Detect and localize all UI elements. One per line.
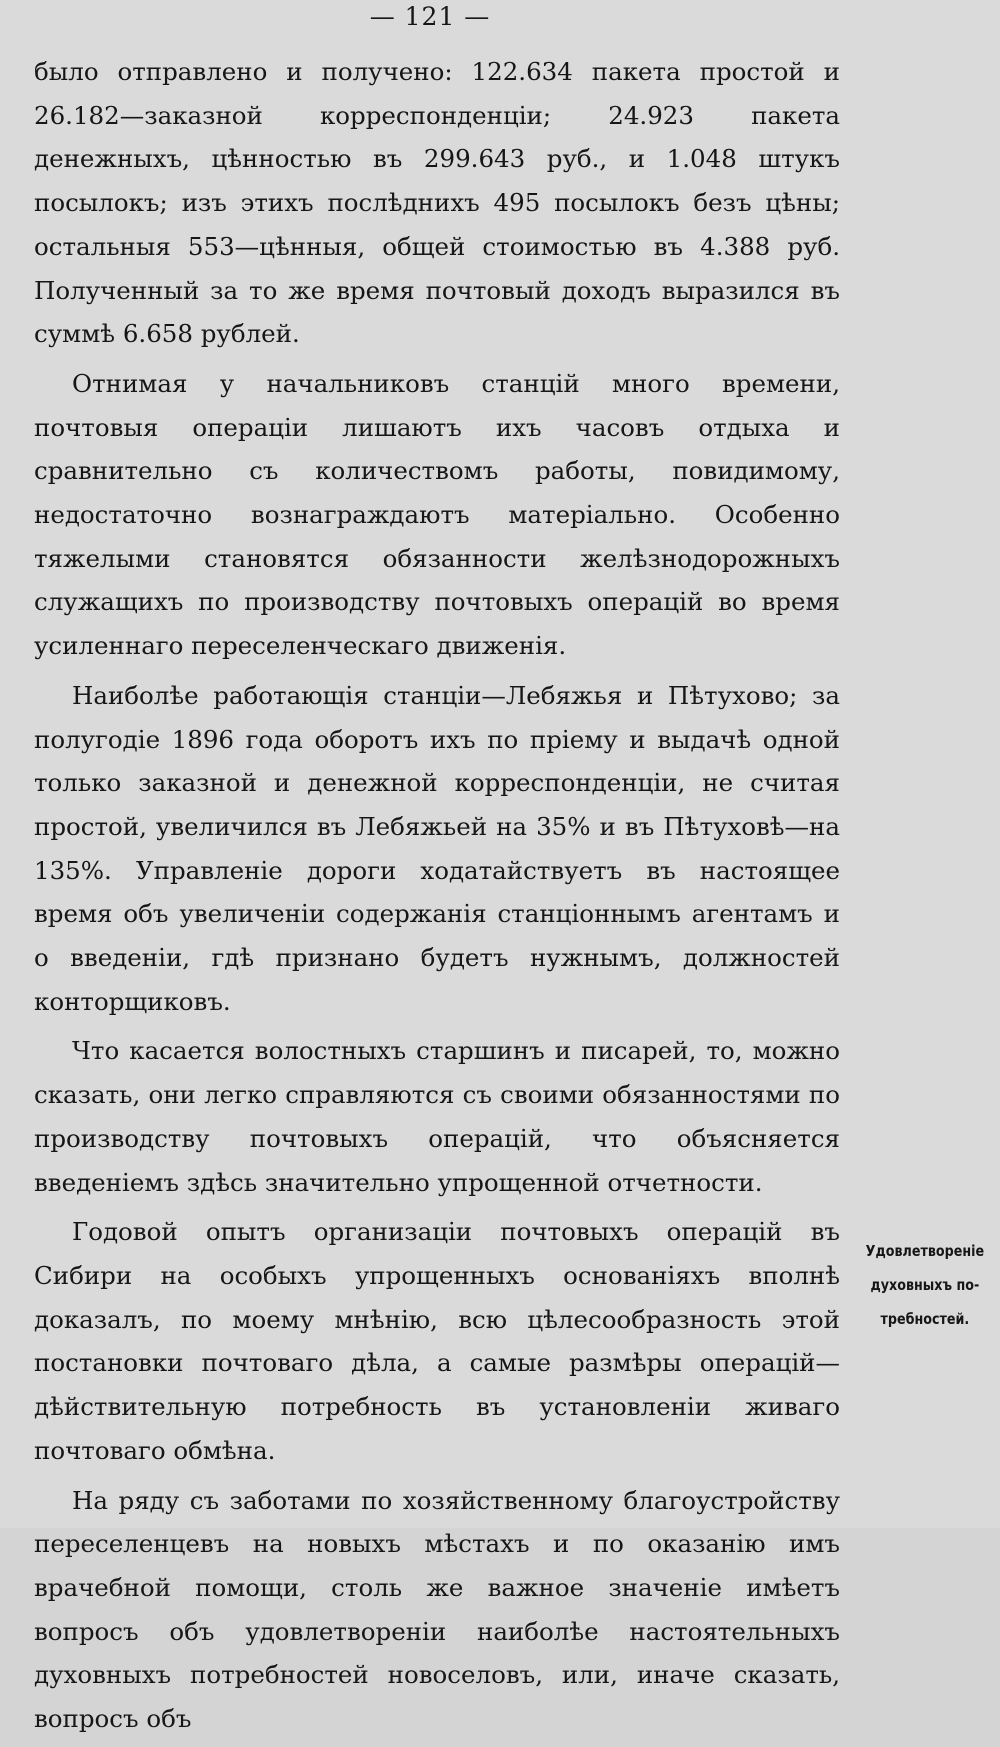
paragraph-annual-experience: Годовой опытъ организаціи почтовыхъ операцій въ Сибири на особыхъ упрощенныхъ основаніяхъ вполнѣ доказалъ, по моему мнѣнію, всю цѣлесообразность этой постановки почтоваго дѣла, а самые размѣры операцій—дѣйствительную потребность въ установленіи живаго почтоваго обмѣна. xyxy=(34,1217,840,1465)
paragraph-station-chiefs: Отнимая у начальниковъ станцій много времени, почтовыя операціи лишаютъ ихъ часовъ отдыха и сравнительно съ количествомъ работы, повидимому, недостаточно вознаграждаютъ матеріально. Особенно тяжелыми становятся обязанности желѣзнодорожныхъ служащихъ по производству почтовыхъ операцій во время усиленнаго переселенческаго движенія. xyxy=(34,368,840,661)
paragraph-spiritual-needs: На ряду съ заботами по хозяйственному благоустройству переселенцевъ на новыхъ мѣстахъ и по оказанію имъ врачебной помощи, столь же важное значеніе имѣетъ вопросъ объ удовлетвореніи наиболѣе настоятельныхъ духовныхъ потребностей новоселовъ, или, иначе сказать, вопросъ объ xyxy=(34,1485,840,1734)
paragraph-volost-elders: Что касается волостныхъ старшинъ и писарей, то, можно сказать, они легко справляются съ своими обязанностями по производству почтовыхъ операцій, что объясняется введеніемъ здѣсь значительно упрощенной отчетности. xyxy=(34,1036,840,1197)
paragraph-postal-statistics: было отправлено и получено: 122.634 пакета простой и 26.182—заказной корреспонденціи; 24.923 пакета денежныхъ, цѣнностью въ 299.643 руб., и 1.048 штукъ посылокъ; изъ этихъ послѣднихъ 495 посылокъ безъ цѣны; остальныя 553—цѣнныя, общей стоимостью въ 4.388 руб. Полученный за то же время почтовый доходъ выразился въ суммѣ 6.658 рублей. xyxy=(34,57,840,349)
margin-note-line: требностей. xyxy=(880,1310,970,1328)
body-text xyxy=(34,50,840,1747)
paragraph-busiest-stations: Наиболѣе работающія станціи—Лебяжья и Пѣтухово; за полугодіе 1896 года оборотъ ихъ по пріему и выдачѣ одной только заказной и денежной корреспонденціи, не считая простой, увеличился въ Лебяжьей на 35% и въ Пѣтуховѣ—на 135%. Управленіе дороги ходатайствуетъ въ настоящее время объ увеличеніи содержанія станціоннымъ агентамъ и о введеніи, гдѣ признано будетъ нужнымъ, должностей конторщиковъ. xyxy=(34,680,840,1016)
page-number: — 121 — xyxy=(369,2,491,31)
margin-note xyxy=(856,1234,994,1336)
margin-note-line: Удовлетвореніе xyxy=(865,1242,985,1260)
margin-note-line: духовныхъ по- xyxy=(870,1276,980,1294)
